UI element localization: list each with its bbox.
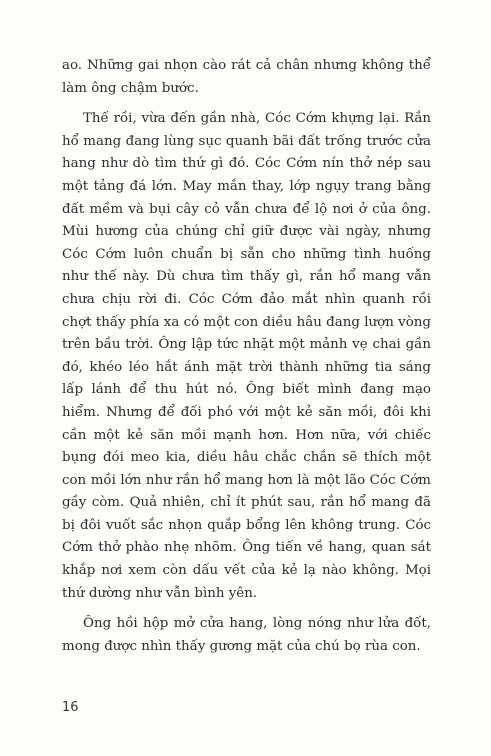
paragraph-main: Thế rồi, vừa đến gần nhà, Cóc Cớm khựng lại. Rắn hổ mang đang lùng sục quanh bãi đất trống trước cửa hang như dò tìm thứ gì đó. Cóc Cớm nín thở nép sau một tảng đá lớn. May mắn thay, lớp ngụy trang bằng đất mềm và bụi cây cỏ vẫn chưa để lộ nơi ở của ông. Mùi hương của chúng chỉ giữ được vài ngày, nhưng Cóc Cớm luôn chuẩn bị sẵn cho những tình huống như thế này. Dù chưa tìm thấy gì, rắn hổ mang vẫn chưa chịu rời đi. Cóc Cớm đảo mắt nhìn quanh rồi chợt thấy phía xa có một con diều hâu đang lượn vòng trên bầu trời. Ông lập tức nhặt một mảnh vẹ chai gần đó, khéo léo hắt ánh mặt trời thành những tia sáng lấp lánh để thu hút nó. Ông biết mình đang mạo hiểm. Nhưng để đối phó với một kẻ săn mồi, đôi khi cần một kẻ săn mồi mạnh hơn. Hơn nữa, với chiếc bụng đói meo kia, diều hâu chắc chắn sẽ thích một con mồi lớn như rắn hổ mang hơn là một lão Cóc Cớm gầy còm. Quả nhiên, chỉ ít phút sau, rắn hổ mang đã bị đôi vuốt sắc nhọn quắp bổng lên không trung. Cóc Cớm thở phào nhẹ nhõm. Ông tiến về hang, quan sát khắp nơi xem còn dấu vết của kẻ lạ nào không. Mọi thứ dường như vẫn bình yên. (62, 111, 431, 601)
paragraph-final: Ông hồi hộp mở cửa hang, lòng nóng như lửa đốt, mong được nhìn thấy gương mặt của chú bọ rùa con. (62, 616, 431, 654)
page-number: 16 (62, 700, 79, 715)
body-text (62, 55, 431, 666)
paragraph-continuation: ao. Những gai nhọn cào rát cả chân nhưng không thể làm ông chậm bước. (62, 58, 431, 96)
